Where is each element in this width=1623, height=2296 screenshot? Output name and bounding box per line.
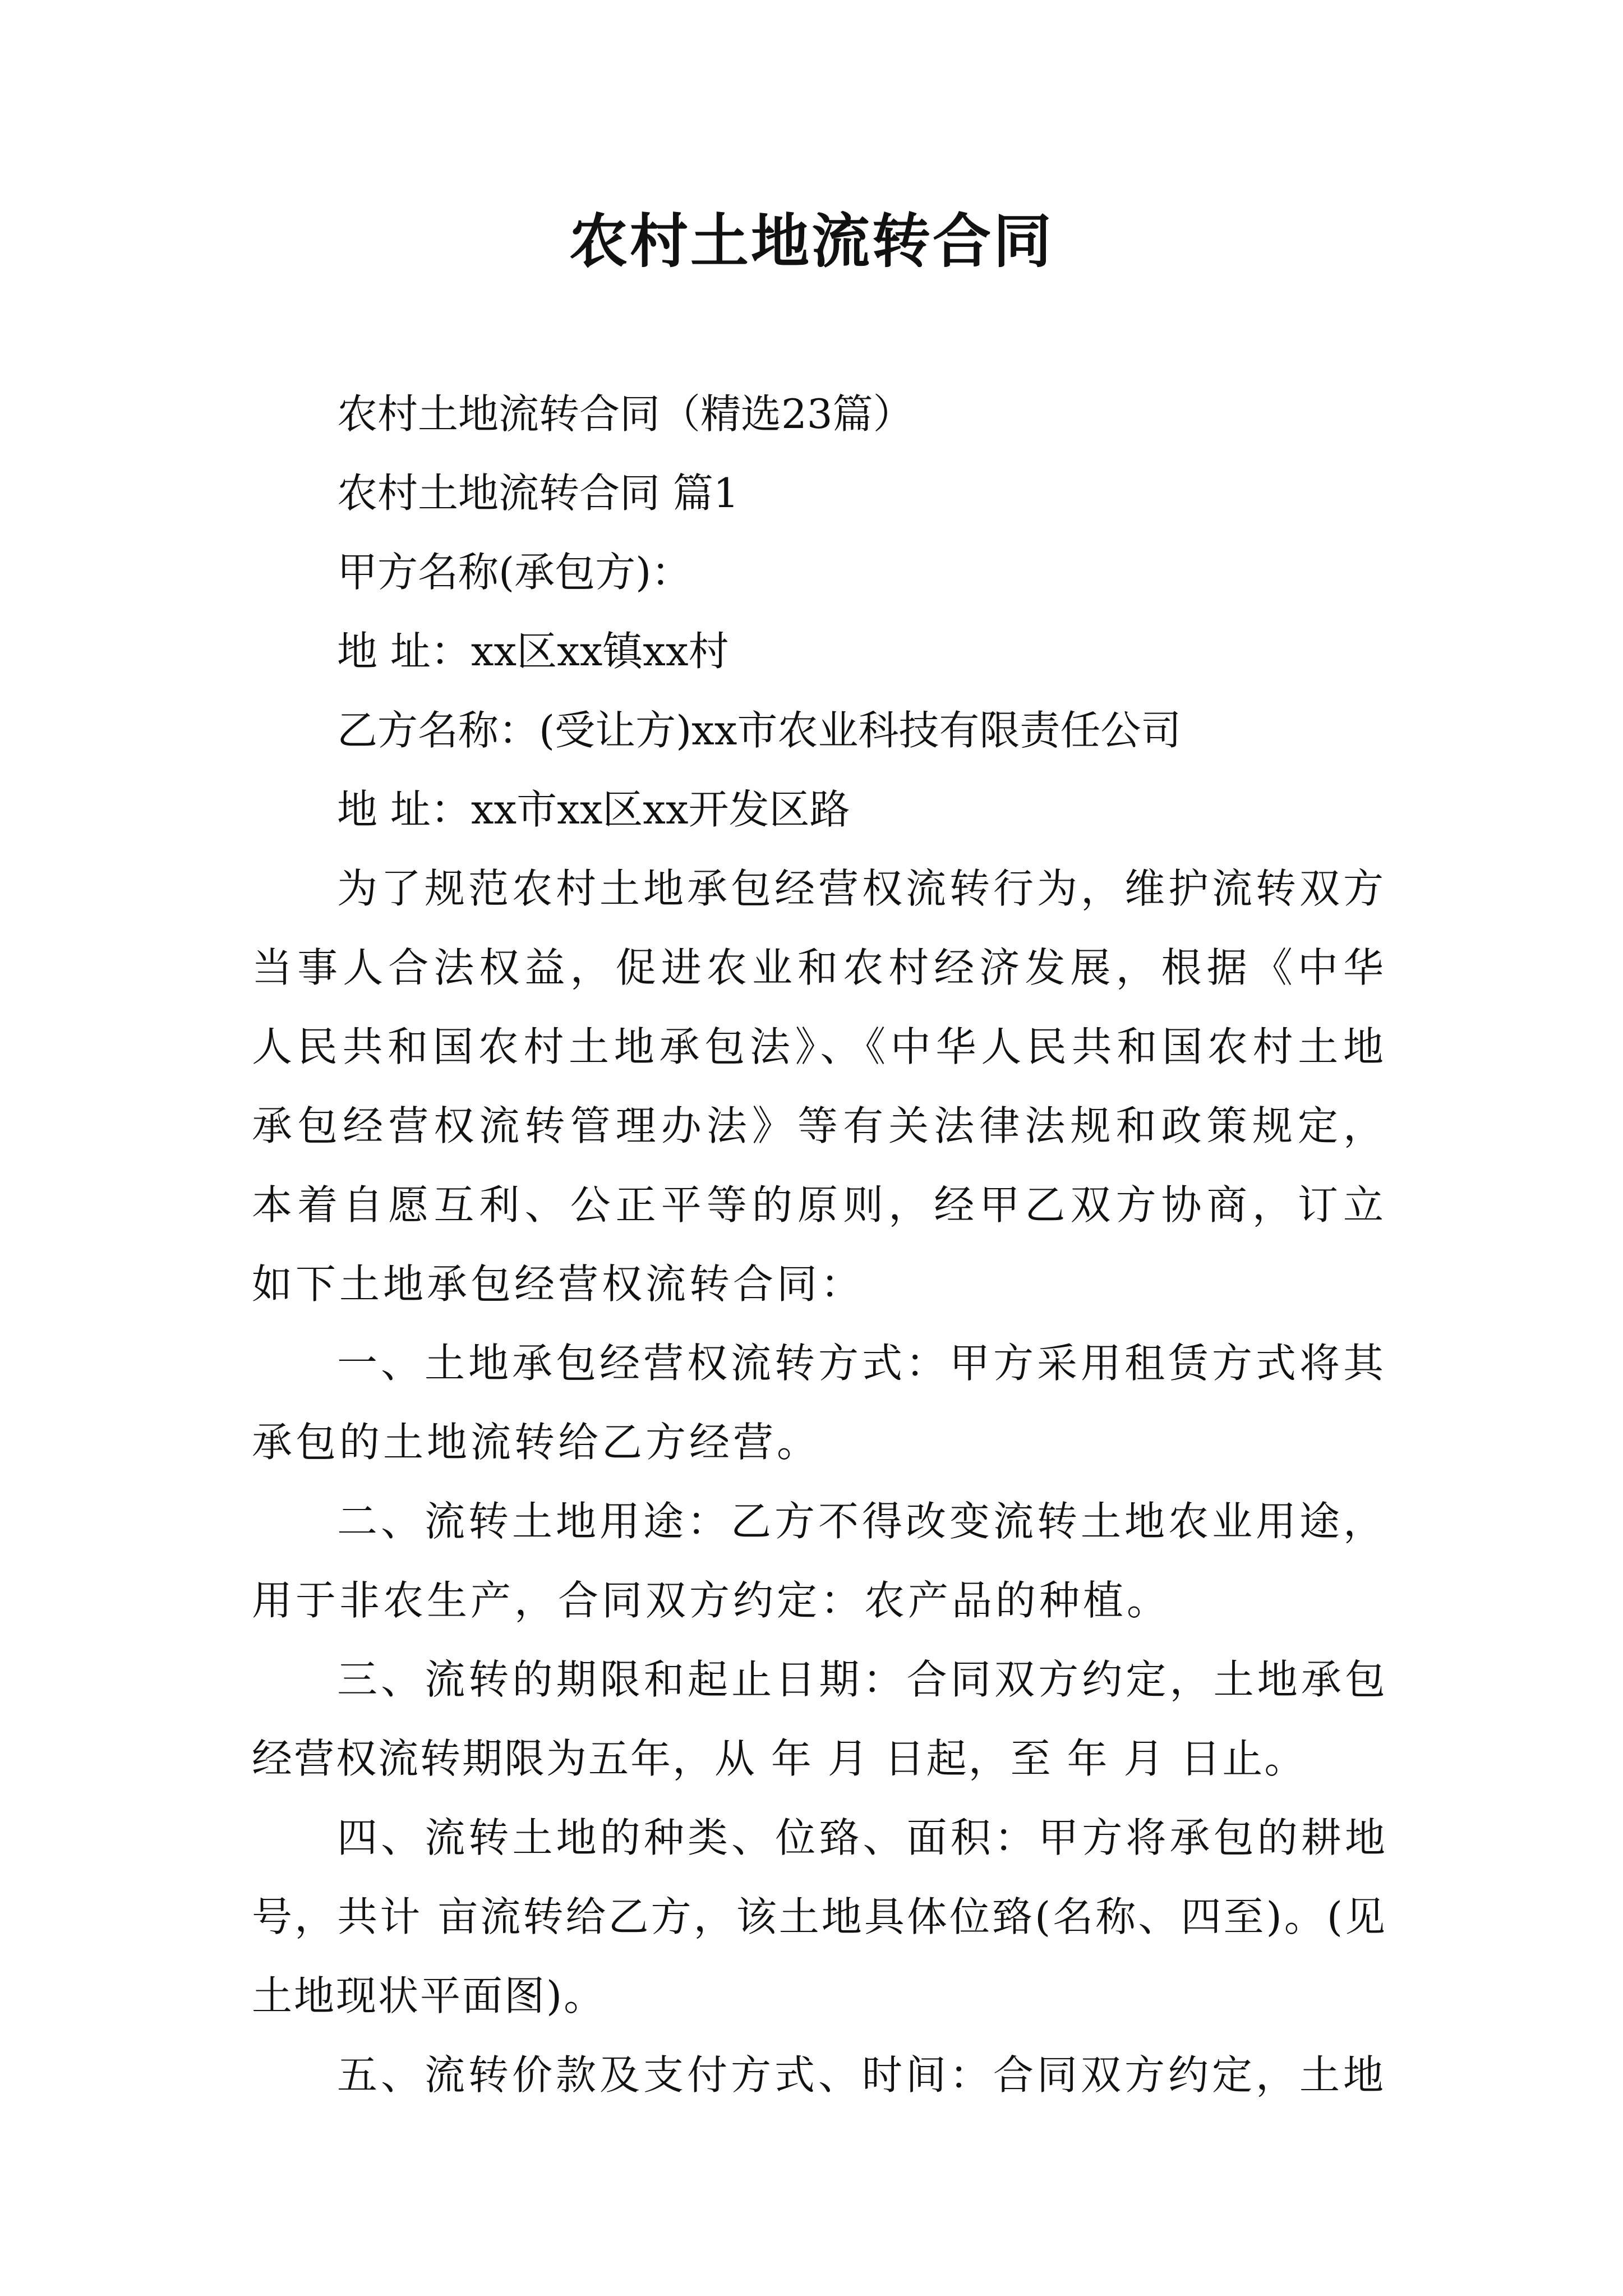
clause-1-paragraph: 一、土地承包经营权流转方式：甲方采用租赁方式将其承包的土地流转给乙方经营。 [252, 1340, 1387, 1466]
preamble-paragraph: 为了规范农村土地承包经营权流转行为，维护流转双方当事人合法权益，促进农业和农村经济发展，根据《中华人民共和国农村土地承包法》、《中华人民共和国农村土地承包经营权流转管理办法》等有关法律法规和政策规定，本着自愿互利、公正平等的原则，经甲乙双方协商，订立如下土地承包经营权流转合同： [252, 865, 1387, 1308]
document-title: 农村土地流转合同 [569, 206, 1054, 275]
clause-2-paragraph: 二、流转土地用途：乙方不得改变流转土地农业用途，用于非农生产，合同双方约定：农产品的种植。 [252, 1498, 1387, 1624]
party-a-address: 地 址：xx区xx镇xx村 [337, 628, 729, 675]
section-heading: 农村土地流转合同 篇1 [337, 470, 739, 517]
party-a-name: 甲方名称(承包方)： [337, 549, 692, 596]
party-b-name: 乙方名称：(受让方)xx市农业科技有限责任公司 [337, 707, 1182, 754]
document-body [252, 375, 1387, 2115]
clause-3-paragraph: 三、流转的期限和起止日期：合同双方约定，土地承包经营权流转期限为五年，从 年 月 日起，至 年 月 日止。 [252, 1656, 1387, 1782]
clause-5-paragraph: 五、流转价款及支付方式、时间：合同双方约定，土地 [337, 2051, 1387, 2099]
document-subtitle: 农村土地流转合同（精选23篇） [337, 390, 914, 438]
clause-4-paragraph: 四、流转土地的种类、位臵、面积：甲方将承包的耕地号，共计 亩流转给乙方，该土地具体位臵(名称、四至)。(见土地现状平面图)。 [252, 1814, 1387, 2019]
party-b-address: 地 址：xx市xx区xx开发区路 [337, 786, 850, 833]
